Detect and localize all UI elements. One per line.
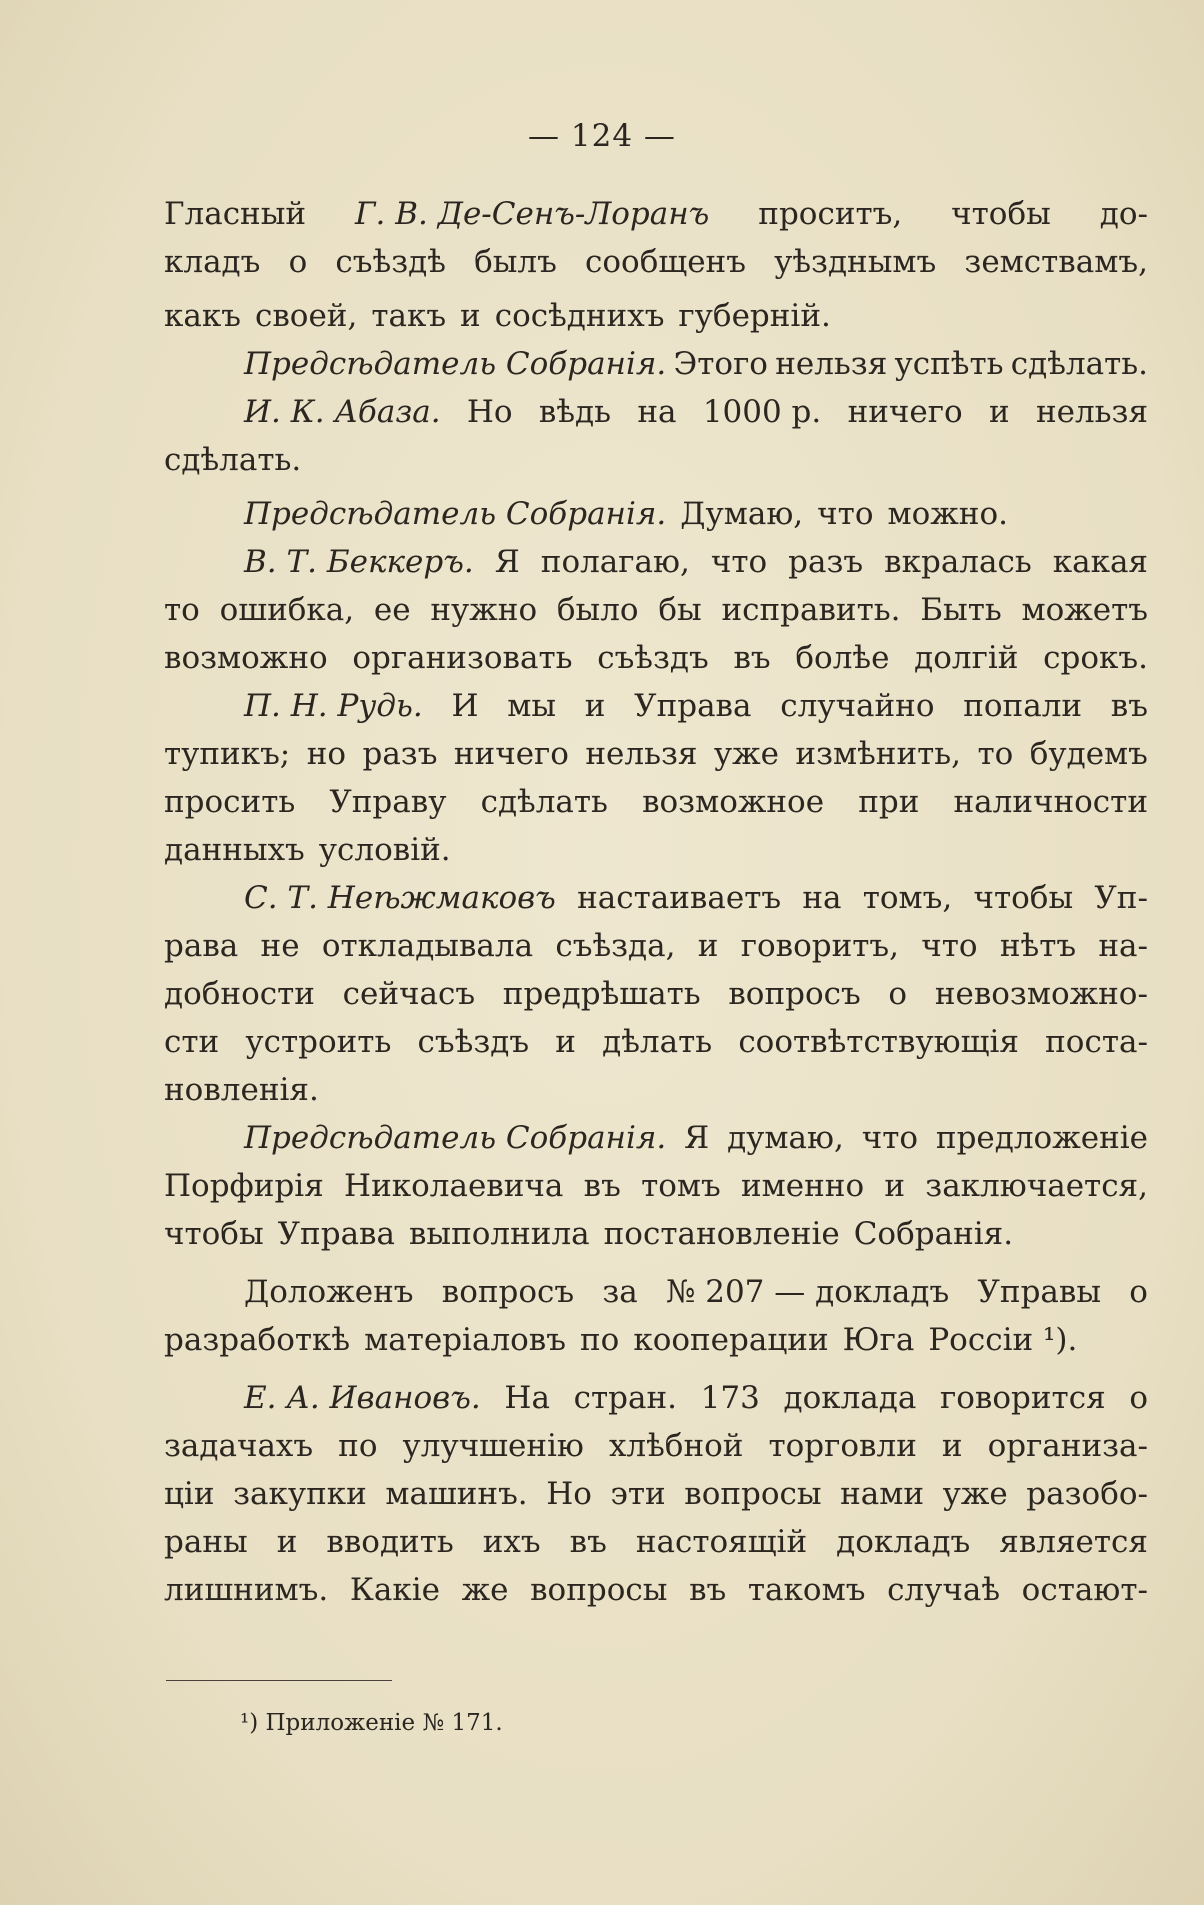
word: № 207 — докладъ bbox=[666, 1274, 950, 1310]
word: дѣлать bbox=[602, 1024, 713, 1060]
word: о bbox=[1129, 1380, 1148, 1416]
word: ціи bbox=[164, 1476, 215, 1512]
word: долгій bbox=[914, 640, 1019, 676]
word: тупикъ; bbox=[164, 736, 291, 772]
word: Управы bbox=[977, 1274, 1102, 1310]
word: Россіи ¹). bbox=[928, 1322, 1078, 1358]
word: въ bbox=[583, 1168, 621, 1204]
spacer bbox=[164, 1364, 1148, 1374]
word: и bbox=[555, 1024, 576, 1060]
word: о bbox=[288, 244, 308, 280]
text-line bbox=[164, 682, 1148, 730]
word: наличности bbox=[953, 784, 1148, 820]
text-line bbox=[164, 826, 1148, 874]
word: вѣдь bbox=[538, 394, 612, 430]
word: поста- bbox=[1045, 1024, 1148, 1060]
text-line bbox=[164, 1268, 1148, 1316]
text-line bbox=[164, 292, 1148, 340]
word: уѣзднымъ bbox=[774, 244, 937, 280]
speaker-name: И. К. Абаза. bbox=[244, 394, 441, 430]
word: настоящій bbox=[635, 1524, 808, 1560]
word: Думаю, bbox=[680, 496, 804, 532]
word: мы bbox=[507, 688, 557, 724]
word: является bbox=[999, 1524, 1148, 1560]
word: можетъ bbox=[1021, 592, 1148, 628]
word: остают- bbox=[1021, 1572, 1148, 1608]
word: съѣздѣ bbox=[335, 244, 446, 280]
text-line bbox=[164, 1066, 1148, 1114]
text-line bbox=[164, 1210, 1148, 1258]
speaker-name: С. Т. Неѣжмаковъ bbox=[244, 880, 556, 916]
word: на bbox=[637, 394, 677, 430]
footnote-divider bbox=[166, 1680, 392, 1681]
speaker-name: В. Т. Беккеръ. bbox=[244, 544, 474, 580]
word: въ bbox=[733, 640, 771, 676]
text-line bbox=[164, 634, 1148, 682]
text-line bbox=[164, 730, 1148, 778]
word: Гласный bbox=[164, 196, 307, 232]
word: заключается, bbox=[925, 1168, 1148, 1204]
word: доклада bbox=[783, 1380, 917, 1416]
word: было bbox=[556, 592, 639, 628]
word: ихъ bbox=[482, 1524, 541, 1560]
word: такъ bbox=[371, 298, 447, 334]
word: и bbox=[884, 1168, 906, 1204]
text-line bbox=[164, 1114, 1148, 1162]
word: данныхъ bbox=[164, 832, 305, 868]
word: возможно bbox=[164, 640, 328, 676]
word: уже bbox=[942, 1476, 1008, 1512]
word: разъ bbox=[788, 544, 864, 580]
word: И bbox=[451, 688, 479, 724]
word: Этого bbox=[673, 346, 768, 382]
word: и bbox=[460, 298, 481, 334]
word: чтобы bbox=[951, 196, 1051, 232]
word: болѣе bbox=[795, 640, 890, 676]
word: разъ bbox=[362, 736, 438, 772]
word: ничего bbox=[847, 394, 963, 430]
page-number: — 124 — bbox=[528, 118, 676, 154]
word: Управа bbox=[634, 688, 752, 724]
word: улучшенію bbox=[402, 1428, 584, 1464]
text-line bbox=[164, 340, 1148, 388]
word: именно bbox=[741, 1168, 865, 1204]
text-line bbox=[164, 538, 1148, 586]
word: по bbox=[338, 1428, 378, 1464]
word: срокъ. bbox=[1043, 640, 1148, 676]
word: чтобы bbox=[973, 880, 1074, 916]
word: на bbox=[802, 880, 842, 916]
word: былъ bbox=[474, 244, 557, 280]
word: что bbox=[817, 496, 874, 532]
word: Юга bbox=[842, 1322, 915, 1358]
word: проситъ, bbox=[758, 196, 903, 232]
text-line bbox=[164, 436, 1148, 484]
word: сдѣлать. bbox=[164, 442, 302, 478]
word: томъ bbox=[641, 1168, 721, 1204]
word: вопросъ bbox=[728, 976, 861, 1012]
word: хлѣбной bbox=[608, 1428, 744, 1464]
word: по bbox=[579, 1322, 620, 1358]
text-line bbox=[164, 190, 1148, 238]
speaker-name: Предсѣдатель Собранія. bbox=[244, 346, 667, 382]
word: нужно bbox=[430, 592, 538, 628]
word: земствамъ, bbox=[964, 244, 1148, 280]
word: попали bbox=[963, 688, 1083, 724]
word: же bbox=[461, 1572, 509, 1608]
word: до- bbox=[1099, 196, 1148, 232]
word: организовать bbox=[352, 640, 573, 676]
word: въ bbox=[569, 1524, 607, 1560]
word: стран. bbox=[573, 1380, 677, 1416]
text-line bbox=[164, 1518, 1148, 1566]
word: случайно bbox=[780, 688, 935, 724]
word: полагаю, bbox=[540, 544, 690, 580]
word: соотвѣтствующія bbox=[738, 1024, 1019, 1060]
word: сосѣднихъ bbox=[494, 298, 665, 334]
word: откладывала bbox=[321, 928, 534, 964]
word: устроить bbox=[245, 1024, 392, 1060]
text-line bbox=[164, 874, 1148, 922]
text-line bbox=[164, 1374, 1148, 1422]
word: какая bbox=[1052, 544, 1148, 580]
text-line bbox=[164, 970, 1148, 1018]
word: эти bbox=[610, 1476, 666, 1512]
word: нѣтъ bbox=[999, 928, 1077, 964]
word: исправить. bbox=[721, 592, 901, 628]
word: невозможно- bbox=[934, 976, 1148, 1012]
word: съѣздъ bbox=[597, 640, 709, 676]
word: новленія. bbox=[164, 1072, 319, 1108]
word: при bbox=[858, 784, 920, 820]
word: Какіе bbox=[349, 1572, 440, 1608]
word: и bbox=[988, 394, 1010, 430]
word: На bbox=[504, 1380, 550, 1416]
speaker-name: Предсѣдатель Собранія. bbox=[244, 496, 667, 532]
word: Порфирія bbox=[164, 1168, 324, 1204]
word: сдѣлать. bbox=[1010, 346, 1148, 382]
word: но bbox=[306, 736, 347, 772]
text-line bbox=[164, 586, 1148, 634]
word: ошибка, bbox=[219, 592, 355, 628]
text-line bbox=[164, 238, 1148, 286]
word: предложеніе bbox=[935, 1120, 1148, 1156]
text-line bbox=[164, 1566, 1148, 1614]
word: думаю, bbox=[727, 1120, 844, 1156]
text-line bbox=[164, 1422, 1148, 1470]
word: Я bbox=[684, 1120, 710, 1156]
word: чтобы bbox=[164, 1216, 264, 1252]
word: нельзя bbox=[585, 736, 698, 772]
word: настаиваетъ bbox=[577, 880, 782, 916]
word: и bbox=[941, 1428, 963, 1464]
word: успѣть bbox=[894, 346, 1004, 382]
word: Я bbox=[494, 544, 520, 580]
word: закупки bbox=[233, 1476, 367, 1512]
word: условій. bbox=[318, 832, 451, 868]
word: говоритъ, bbox=[740, 928, 899, 964]
word: случаѣ bbox=[887, 1572, 1001, 1608]
text-line bbox=[164, 778, 1148, 826]
word: съѣздъ bbox=[417, 1024, 530, 1060]
word: выполнила bbox=[408, 1216, 590, 1252]
word: за bbox=[602, 1274, 638, 1310]
text-line bbox=[164, 490, 1148, 538]
word: сообщенъ bbox=[585, 244, 746, 280]
word: въ bbox=[1110, 688, 1148, 724]
text-line bbox=[164, 1018, 1148, 1066]
word: Собранія. bbox=[853, 1216, 1014, 1252]
word: въ bbox=[689, 1572, 727, 1608]
word: что bbox=[710, 544, 768, 580]
word: 1000 р. bbox=[702, 394, 822, 430]
word: вопросы bbox=[684, 1476, 822, 1512]
word: нами bbox=[840, 1476, 925, 1512]
word: и bbox=[276, 1524, 298, 1560]
word: возможное bbox=[642, 784, 825, 820]
footnote: ¹) Приложеніе № 171. bbox=[240, 1710, 503, 1736]
word: измѣнить, bbox=[795, 736, 962, 772]
word: томъ, bbox=[862, 880, 953, 916]
text-line bbox=[164, 1316, 1148, 1364]
word: матеріаловъ bbox=[364, 1322, 566, 1358]
word: уже bbox=[713, 736, 779, 772]
body-text bbox=[164, 190, 1148, 1614]
word: Николаевича bbox=[344, 1168, 564, 1204]
word: и bbox=[697, 928, 719, 964]
word: лишнимъ. bbox=[164, 1572, 329, 1608]
text-line bbox=[164, 1470, 1148, 1518]
word: организа- bbox=[987, 1428, 1148, 1464]
word: съѣзда, bbox=[555, 928, 676, 964]
speaker-name: Е. А. Ивановъ. bbox=[244, 1380, 481, 1416]
word: то bbox=[164, 592, 200, 628]
word: Управа bbox=[277, 1216, 395, 1252]
word: докладъ bbox=[836, 1524, 971, 1560]
speaker-name: П. Н. Рудь. bbox=[244, 688, 423, 724]
word: вопросъ bbox=[441, 1274, 575, 1310]
word: просить bbox=[164, 784, 296, 820]
word: и bbox=[584, 688, 606, 724]
word: рава bbox=[164, 928, 239, 964]
word: что bbox=[861, 1120, 919, 1156]
spacer bbox=[164, 1258, 1148, 1268]
word: на- bbox=[1098, 928, 1148, 964]
word: 173 bbox=[700, 1380, 760, 1416]
word: Управу bbox=[329, 784, 447, 820]
word: раны bbox=[164, 1524, 248, 1560]
word: машинъ. bbox=[385, 1476, 528, 1512]
word: губерній. bbox=[678, 298, 831, 334]
word: своей, bbox=[254, 298, 358, 334]
text-line bbox=[164, 1162, 1148, 1210]
word: что bbox=[921, 928, 978, 964]
word: какъ bbox=[164, 298, 241, 334]
speaker-name: Предсѣдатель Собранія. bbox=[244, 1120, 667, 1156]
word: кооперации bbox=[633, 1322, 829, 1358]
word: можно. bbox=[887, 496, 1008, 532]
word: сти bbox=[164, 1024, 220, 1060]
word: Быть bbox=[920, 592, 1002, 628]
word: такомъ bbox=[747, 1572, 866, 1608]
word: Уп- bbox=[1094, 880, 1148, 916]
word: постановленіе bbox=[603, 1216, 840, 1252]
word: о bbox=[888, 976, 908, 1012]
word: нельзя bbox=[1035, 394, 1148, 430]
word: торговли bbox=[768, 1428, 917, 1464]
text-line bbox=[164, 922, 1148, 970]
word: ее bbox=[373, 592, 411, 628]
speaker-name: Г. В. Де-Сенъ-Лоранъ bbox=[355, 196, 710, 232]
word: будемъ bbox=[1029, 736, 1148, 772]
word: Но bbox=[466, 394, 513, 430]
word: о bbox=[1129, 1274, 1148, 1310]
word: не bbox=[260, 928, 300, 964]
word: предрѣшать bbox=[502, 976, 701, 1012]
word: бы bbox=[658, 592, 702, 628]
word: вкралась bbox=[884, 544, 1032, 580]
word: разработкѣ bbox=[164, 1322, 351, 1358]
word: Доложенъ bbox=[244, 1274, 414, 1310]
word: сейчасъ bbox=[342, 976, 476, 1012]
word: разобо- bbox=[1026, 1476, 1148, 1512]
word: то bbox=[977, 736, 1014, 772]
word: вопросы bbox=[530, 1572, 668, 1608]
text-line bbox=[164, 388, 1148, 436]
word: вводить bbox=[326, 1524, 454, 1560]
word: задачахъ bbox=[164, 1428, 314, 1464]
word: говорится bbox=[940, 1380, 1106, 1416]
word: Но bbox=[546, 1476, 592, 1512]
word: кладъ bbox=[164, 244, 261, 280]
word: ничего bbox=[453, 736, 569, 772]
word: добности bbox=[164, 976, 315, 1012]
word: нельзя bbox=[775, 346, 888, 382]
word: сдѣлать bbox=[480, 784, 608, 820]
